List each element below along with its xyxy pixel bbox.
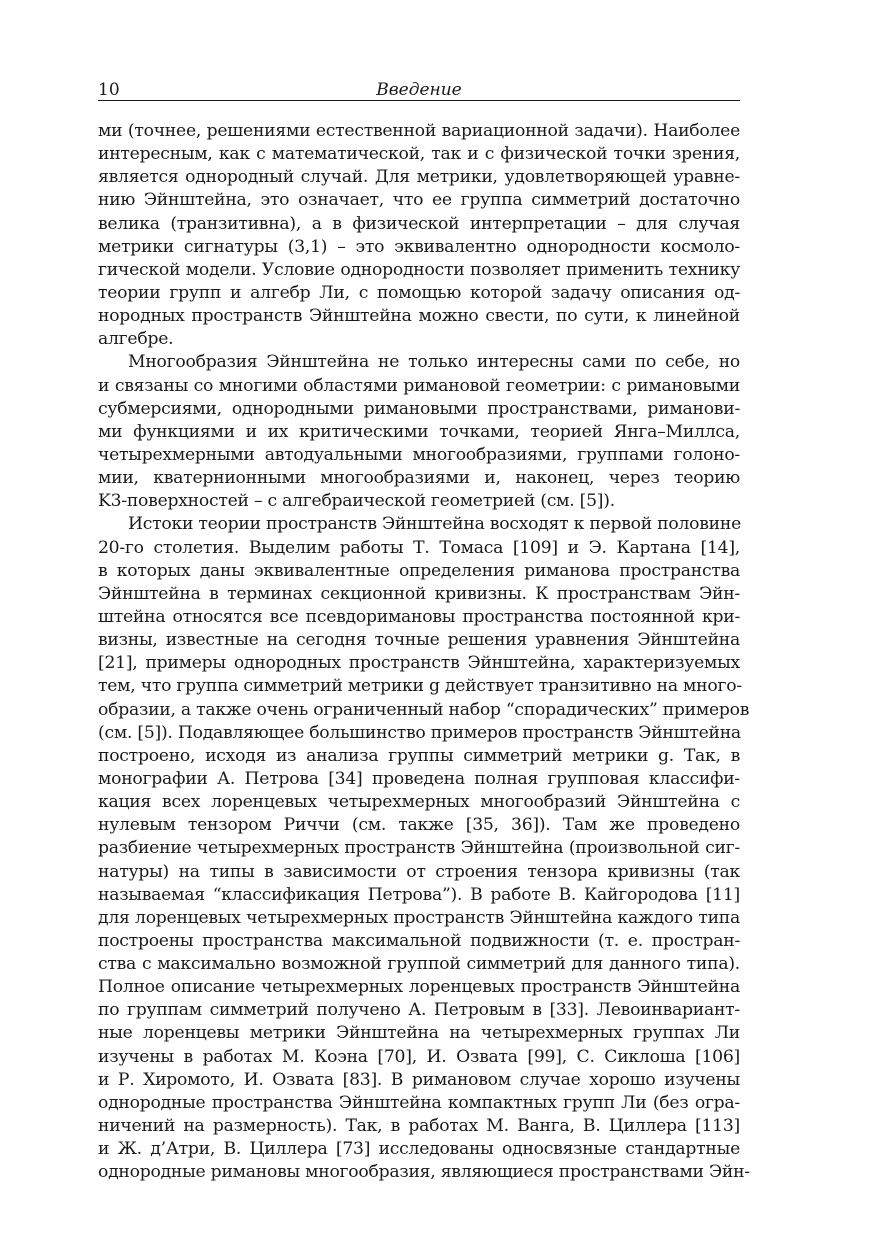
text-line: тем, что группа симметрий метрики g действует транзитивно на много-	[98, 676, 742, 697]
text-line: для лоренцевых четырехмерных пространств Эйнштейна каждого типа	[98, 907, 740, 928]
text-line: Истоки теории пространств Эйнштейна восходят к первой половине	[128, 514, 741, 535]
text-line: ми (точнее, решениями естественной вариационной задачи). Наиболее	[98, 121, 740, 141]
text-line: ства с максимально возможной группой симметрий для данного типа).	[98, 954, 740, 975]
text-line: однородные пространства Эйнштейна компактных групп Ли (без огра-	[98, 1092, 740, 1113]
body-text	[98, 120, 750, 1184]
text-line: кация всех лоренцевых четырехмерных многообразий Эйнштейна с	[98, 792, 740, 813]
text-line: построены пространства максимальной подвижности (т. е. простран-	[98, 930, 740, 951]
text-line: построено, исходя из анализа группы симметрий метрики g. Так, в	[98, 745, 740, 766]
text-line: нулевым тензором Риччи (см. также [35, 36]). Там же проведено	[98, 815, 740, 836]
text-line: однородные римановы многообразия, являющиеся пространствами Эйн-	[98, 1162, 750, 1183]
text-line: в которых даны эквивалентные определения риманова пространства	[98, 560, 740, 581]
text-line: Эйнштейна в терминах секционной кривизны. К пространствам Эйн-	[98, 583, 740, 604]
text-line: мии, кватернионными многообразиями и, наконец, через теорию	[98, 468, 740, 489]
text-line: образии, а также очень ограниченный набор “спорадических” примеров	[98, 699, 750, 720]
text-line: визны, известные на сегодня точные решения уравнения Эйнштейна	[98, 630, 740, 651]
text-line: алгебре.	[98, 329, 174, 350]
text-line: называемая “классификация Петрова”). В работе В. Кайгородова [11]	[98, 884, 740, 905]
text-line: ми функциями и их критическими точками, теорией Янга–Миллса,	[98, 421, 740, 442]
text-line: и Р. Хиромото, И. Озвата [83]. В римановом случае хорошо изучены	[98, 1069, 740, 1090]
text-line: (см. [5]). Подавляющее большинство примеров пространств Эйнштейна	[98, 722, 741, 743]
page-number: 10	[98, 80, 120, 100]
text-line: монографии А. Петрова [34] проведена полная групповая классифи-	[98, 768, 740, 789]
text-line: и Ж. д’Атри, В. Циллера [73] исследованы односвязные стандартные	[98, 1139, 740, 1160]
section-title: Введение	[376, 80, 462, 100]
text-line: является однородный случай. Для метрики, удовлетворяющей уравне-	[98, 167, 740, 188]
running-header	[98, 78, 740, 101]
text-line: K3-поверхностей – с алгебраической геометрией (см. [5]).	[98, 491, 615, 512]
text-line: 20-го столетия. Выделим работы Т. Томаса [109] и Э. Картана [14],	[98, 537, 740, 558]
text-line: велика (транзитивна), а в физической интерпретации – для случая	[98, 213, 740, 234]
text-line: четырехмерными автодуальными многообразиями, группами голоно-	[98, 444, 740, 465]
text-line: субмерсиями, однородными римановыми пространствами, риманови-	[98, 398, 740, 419]
text-line: ные лоренцевы метрики Эйнштейна на четырехмерных группах Ли	[98, 1023, 740, 1044]
text-line: Полное описание четырехмерных лоренцевых пространств Эйнштейна	[98, 977, 740, 998]
text-line: штейна относятся все псевдоримановы пространства постоянной кри-	[98, 606, 740, 627]
text-line: изучены в работах М. Коэна [70], И. Озвата [99], С. Сиклоша [106]	[98, 1046, 740, 1067]
text-line: натуры) на типы в зависимости от строения тензора кривизны (так	[98, 861, 740, 882]
text-line: и связаны со многими областями римановой геометрии: с римановыми	[98, 375, 740, 396]
text-line: гической модели. Условие однородности позволяет применить технику	[98, 259, 740, 280]
text-line: нородных пространств Эйнштейна можно свести, по сути, к линейной	[98, 306, 740, 327]
text-line: метрики сигнатуры (3,1) – это эквивалентно однородности космоло-	[98, 236, 740, 257]
text-line: теории групп и алгебр Ли, с помощью которой задачу описания од-	[98, 282, 740, 303]
text-line: по группам симметрий получено А. Петровым в [33]. Левоинвариант-	[98, 1000, 740, 1021]
text-line: разбиение четырехмерных пространств Эйнштейна (произвольной сиг-	[98, 838, 740, 859]
text-line: ничений на размерность). Так, в работах М. Ванга, В. Циллера [113]	[98, 1116, 740, 1137]
text-line: нию Эйнштейна, это означает, что ее группа симметрий достаточно	[98, 190, 740, 211]
text-line: Многообразия Эйнштейна не только интересны сами по себе, но	[128, 352, 740, 373]
text-line: [21], примеры однородных пространств Эйнштейна, характеризуемых	[98, 653, 740, 674]
text-line: интересным, как с математической, так и с физической точки зрения,	[98, 144, 740, 165]
